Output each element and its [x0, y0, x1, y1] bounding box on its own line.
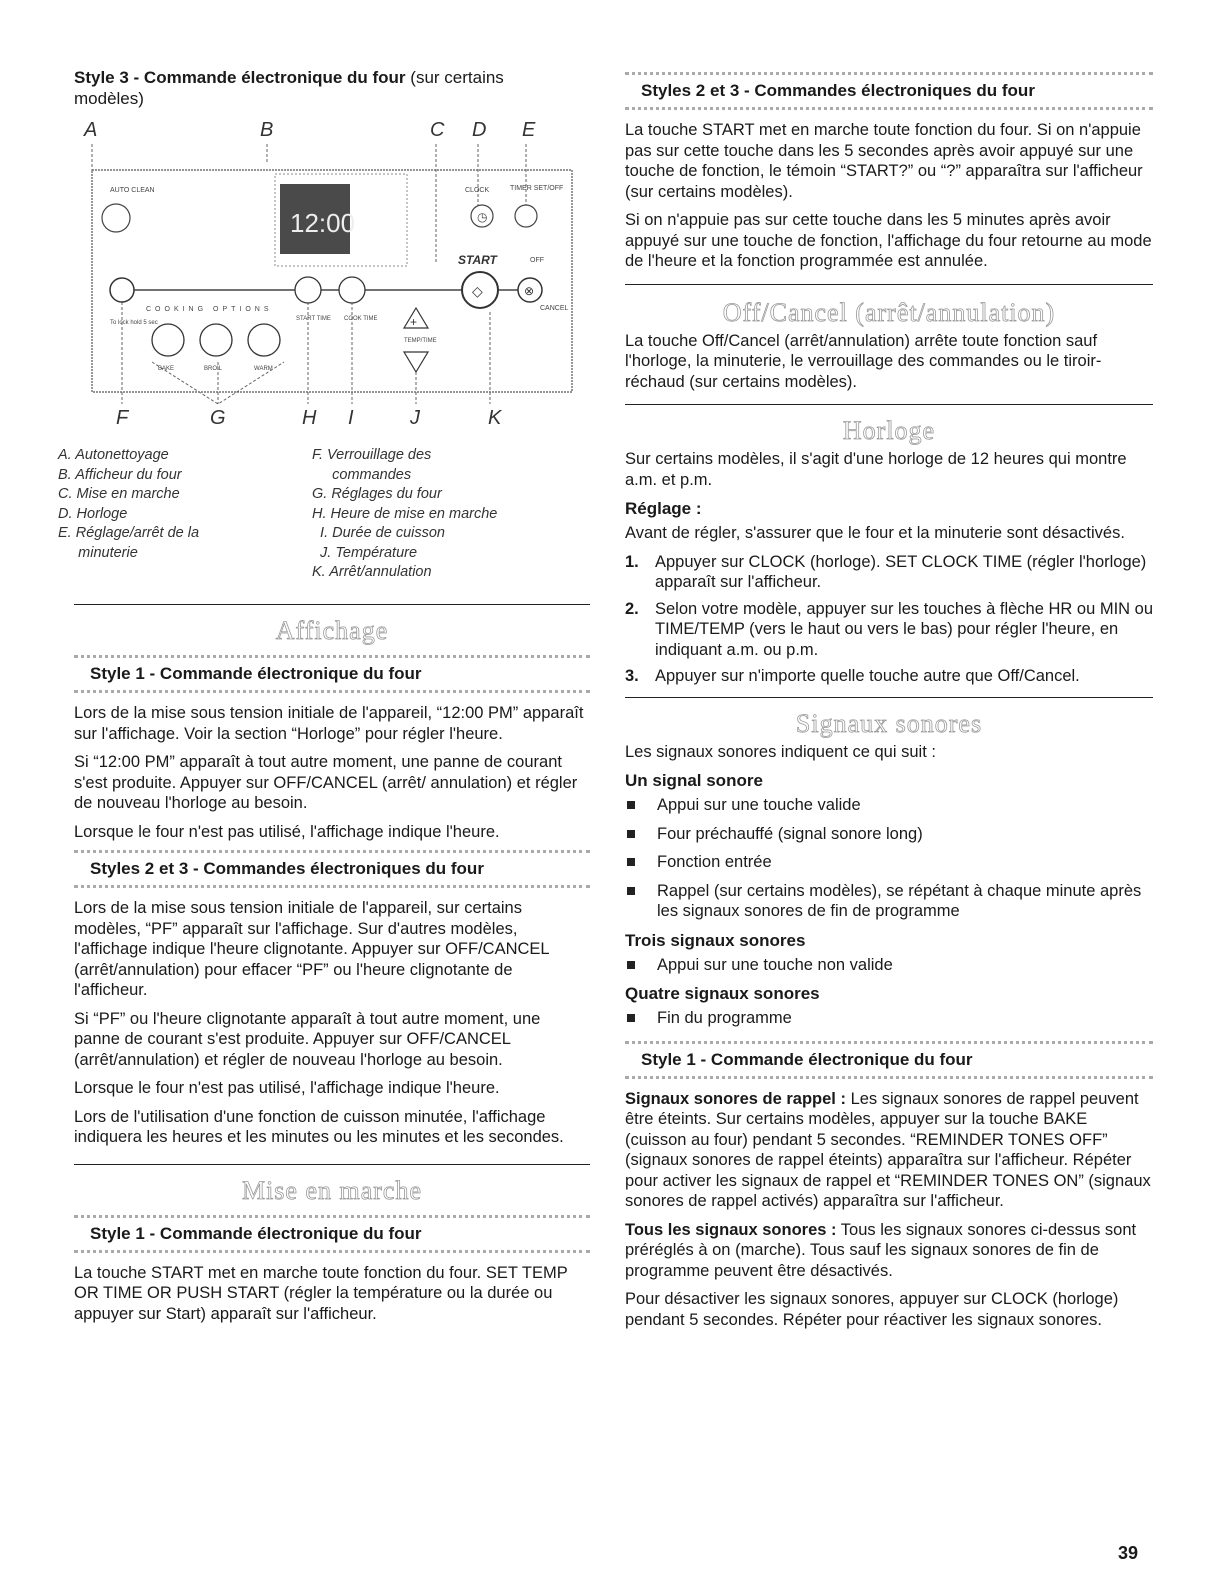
legend-item: C. Mise en marche — [58, 486, 180, 502]
paragraph: La touche START met en marche toute fonction du four. Si on n'appuie pas sur cette touche dans les 5 secondes après avoir appuyé sur une touche de fonction, le témoin “START?” ou “?” apparaîtra sur l'afficheur (sur certains modèles). — [625, 121, 1143, 201]
diagram-letter-a: A — [84, 119, 98, 141]
subsection-title: Styles 2 et 3 - Commandes électroniques du four — [625, 72, 1153, 110]
diagram-letter-j: J — [410, 407, 420, 429]
right-sections — [625, 72, 1153, 1338]
paragraph: Lors de la mise sous tension initiale de l'appareil, sur certains modèles, “PF” apparaît sur l'affichage. Sur d'autres modèles, l'affichage indique l'heure clignotante. Appuyer sur OFF/CANCEL (arrêt/annulation) pour effacer “PF” ou l'heure clignotante de l'afficheur. — [74, 899, 549, 999]
auto-clean-button — [102, 204, 130, 232]
cook-time-label: COOK TIME — [344, 316, 378, 322]
list-item: Four préchauffé (signal sonore long) — [625, 824, 1153, 845]
figure-title-bold: Style 3 - Commande électronique du four — [74, 68, 406, 87]
diagram-letter-e: E — [522, 119, 536, 141]
legend-item: H. Heure de mise en marche — [312, 505, 498, 522]
subsection-title: Style 1 - Commande électronique du four — [74, 655, 590, 693]
bullet-list — [625, 1008, 1153, 1029]
list-item: 3. Appuyer sur n'importe quelle touche autre que Off/Cancel. — [625, 667, 1080, 685]
clock-label: CLOCK — [465, 187, 490, 194]
legend-item: commandes — [312, 466, 412, 483]
lock-button — [110, 278, 134, 302]
page-number: 39 — [1118, 1543, 1139, 1563]
bake-button — [152, 324, 184, 356]
paragraph: Tous les signaux sonores : Tous les signaux sonores ci-dessus sont préréglés à on (marche). Tous sauf les signaux sonores de fin de programme peuvent être désactivés. — [625, 1220, 1137, 1280]
arrow-down-icon — [404, 352, 428, 372]
warm-label: WARM — [254, 366, 273, 372]
off-label: OFF — [530, 257, 544, 264]
to-lock-label: To lock hold 5 sec — [110, 320, 158, 326]
heading-quatre-signaux: Quatre signaux sonores — [625, 984, 820, 1003]
svg-text:+: + — [410, 315, 418, 329]
bullet-list — [625, 955, 1153, 976]
paragraph: Sur certains modèles, il s'agit d'une horloge de 12 heures qui montre a.m. et p.m. — [625, 450, 1127, 489]
paragraph: Lors de la mise sous tension initiale de l'appareil, “12:00 PM” apparaît sur l'affichage. Voir la section “Horloge” pour régler l'heure. — [74, 704, 584, 743]
legend-item: K. Arrêt/annulation — [312, 564, 432, 580]
paragraph: Si “PF” ou l'heure clignotante apparaît à tout autre moment, une panne de courant s'est produite. Appuyer sur OFF/CANCEL (arrêt/annulation) et régler de nouveau l'horloge au besoin. — [74, 1009, 541, 1069]
paragraph: Lorsque le four n'est pas utilisé, l'affichage indique l'heure. — [74, 1079, 500, 1097]
diagram-letter-c: C — [430, 119, 445, 141]
paragraph: Lors de l'utilisation d'une fonction de cuisson minutée, l'affichage indiquera les heures et les minutes ou les minutes et les secondes. — [74, 1107, 564, 1146]
paragraph: Si on n'appuie pas sur cette touche dans les 5 minutes après avoir appuyé sur une touche de fonction, l'affichage du four retourne au mode de l'heure et la fonction programmée est annulée. — [625, 211, 1152, 270]
timer-button — [515, 205, 537, 227]
list-item: Rappel (sur certains modèles), se répétant à chaque minute après les signaux sonores de fin de programme — [625, 881, 1153, 922]
paragraph: Avant de régler, s'assurer que le four et la minuterie sont désactivés. — [625, 524, 1125, 542]
paragraph: La touche START met en marche toute fonction du four. SET TEMP OR TIME OR PUSH START (régler la température ou la durée ou appuyer sur Start) apparaît sur l'afficheur. — [74, 1263, 568, 1323]
list-item: 2. Selon votre modèle, appuyer sur les touches à flèche HR ou MIN ou TIME/TEMP (vers le haut ou vers le bas) pour régler l'heure, en indiquant a.m. ou p.m. — [625, 599, 1154, 659]
section-heading-horloge: Horloge — [842, 416, 936, 445]
legend-item: F. Verrouillage des — [312, 447, 432, 463]
warm-button — [248, 324, 280, 356]
section-heading-mise-en-marche: Mise en marche — [241, 1175, 423, 1205]
heading-trois-signaux: Trois signaux sonores — [625, 930, 806, 950]
heading-un-signal: Un signal sonore — [625, 771, 763, 790]
start-script: START — [458, 253, 497, 267]
subsection-title: Style 1 - Commande électronique du four — [74, 1215, 590, 1253]
broil-button — [200, 324, 232, 356]
auto-clean-label: AUTO CLEAN — [110, 187, 155, 194]
list-item: 1. Appuyer sur CLOCK (horloge). SET CLOCK TIME (régler l'horloge) apparaît sur l'afficheur. — [625, 552, 1147, 591]
diagram-letter-k: K — [488, 407, 502, 429]
list-item: Appui sur une touche non valide — [625, 955, 1153, 976]
section-heading-off-cancel: Off/Cancel (arrêt/annulation) — [722, 297, 1056, 327]
clock-icon: ◷ — [477, 210, 488, 224]
paragraph: Si “12:00 PM” apparaît à tout autre moment, une panne de courant s'est produite. Appuyer sur OFF/CANCEL (arrêt/ annulation) et régler de nouveau l'horloge au besoin. — [74, 753, 578, 812]
cooking-options-label: COOKING OPTIONS — [146, 306, 273, 313]
diagram-letter-f: F — [116, 407, 129, 429]
cook-time-button — [339, 277, 365, 303]
list-item: Appui sur une touche valide — [625, 795, 1153, 816]
left-sections — [74, 604, 590, 1332]
list-item: Fin du programme — [625, 1008, 1153, 1029]
legend-item: D. Horloge — [58, 505, 128, 522]
paragraph: Les signaux sonores indiquent ce qui suit : — [625, 742, 936, 761]
legend-col-2 — [312, 446, 497, 583]
diagram-letter-g: G — [210, 407, 226, 429]
legend-item: A. Autonettoyage — [58, 447, 169, 463]
start-icon: ◇ — [472, 283, 483, 299]
legend-item: B. Afficheur du four — [58, 466, 182, 483]
legend-item: J. Température — [312, 544, 418, 561]
legend-item: G. Réglages du four — [312, 486, 442, 502]
diagram-letter-b: B — [260, 119, 274, 141]
broil-label: BROIL — [204, 366, 223, 372]
paragraph: Signaux sonores de rappel : Les signaux sonores de rappel peuvent être éteints. Sur certains modèles, appuyer sur la touche BAKE (cuisson au four) pendant 5 secondes. “REMINDER TONES OFF” (signaux sonores de rappel éteints) apparaîtra sur l'afficheur. Répéter pour activer les signaux de rappel et “REMINDER TONES ON” (signaux sonores de rappel activés) apparaîtra sur l'afficheur. — [625, 1089, 1151, 1210]
legend-item: E. Réglage/arrêt de la — [58, 525, 200, 541]
start-time-label: START TIME — [296, 316, 331, 322]
section-heading-signaux: Signaux sonores — [795, 708, 983, 738]
diagram-letter-d: D — [472, 119, 487, 141]
temp-time-label: TEMP/TIME — [404, 338, 437, 344]
bake-label: BAKE — [158, 366, 175, 372]
heading-reglage: Réglage : — [625, 499, 702, 518]
steps-list — [625, 552, 1153, 687]
list-item: Fonction entrée — [625, 852, 1153, 873]
display-time: 12:00 — [290, 208, 356, 238]
paragraph: La touche Off/Cancel (arrêt/annulation) arrête toute fonction sauf l'horloge, la minuterie, le verrouillage des commandes ou le tiroir-réchaud (sur certains modèles). — [625, 331, 1102, 391]
legend-col-1 — [58, 446, 199, 563]
paragraph: Pour désactiver les signaux sonores, appuyer sur CLOCK (horloge) pendant 5 secondes. Répéter pour réactiver les signaux sonores. — [625, 1290, 1119, 1329]
timer-label: TIMER SET/OFF — [510, 185, 564, 192]
paragraph: Lorsque le four n'est pas utilisé, l'affichage indique l'heure. — [74, 822, 500, 841]
figure-title-line2: modèles) — [74, 89, 144, 108]
control-panel-diagram — [70, 112, 590, 432]
bullet-list — [625, 795, 1153, 922]
diagram-letter-h: H — [302, 407, 317, 429]
legend-item: I. Durée de cuisson — [312, 525, 445, 541]
figure-title-rest: (sur certains — [405, 68, 504, 87]
cancel-icon: ⊗ — [524, 284, 535, 298]
subsection-title: Styles 2 et 3 - Commandes électroniques du four — [74, 850, 590, 888]
start-time-button — [295, 277, 321, 303]
section-heading-affichage: Affichage — [275, 616, 389, 645]
legend-item: minuterie — [58, 544, 138, 561]
cancel-label: CANCEL — [540, 305, 569, 312]
subsection-title: Style 1 - Commande électronique du four — [625, 1041, 1153, 1079]
figure-title — [74, 67, 590, 109]
diagram-letter-i: I — [348, 407, 354, 429]
